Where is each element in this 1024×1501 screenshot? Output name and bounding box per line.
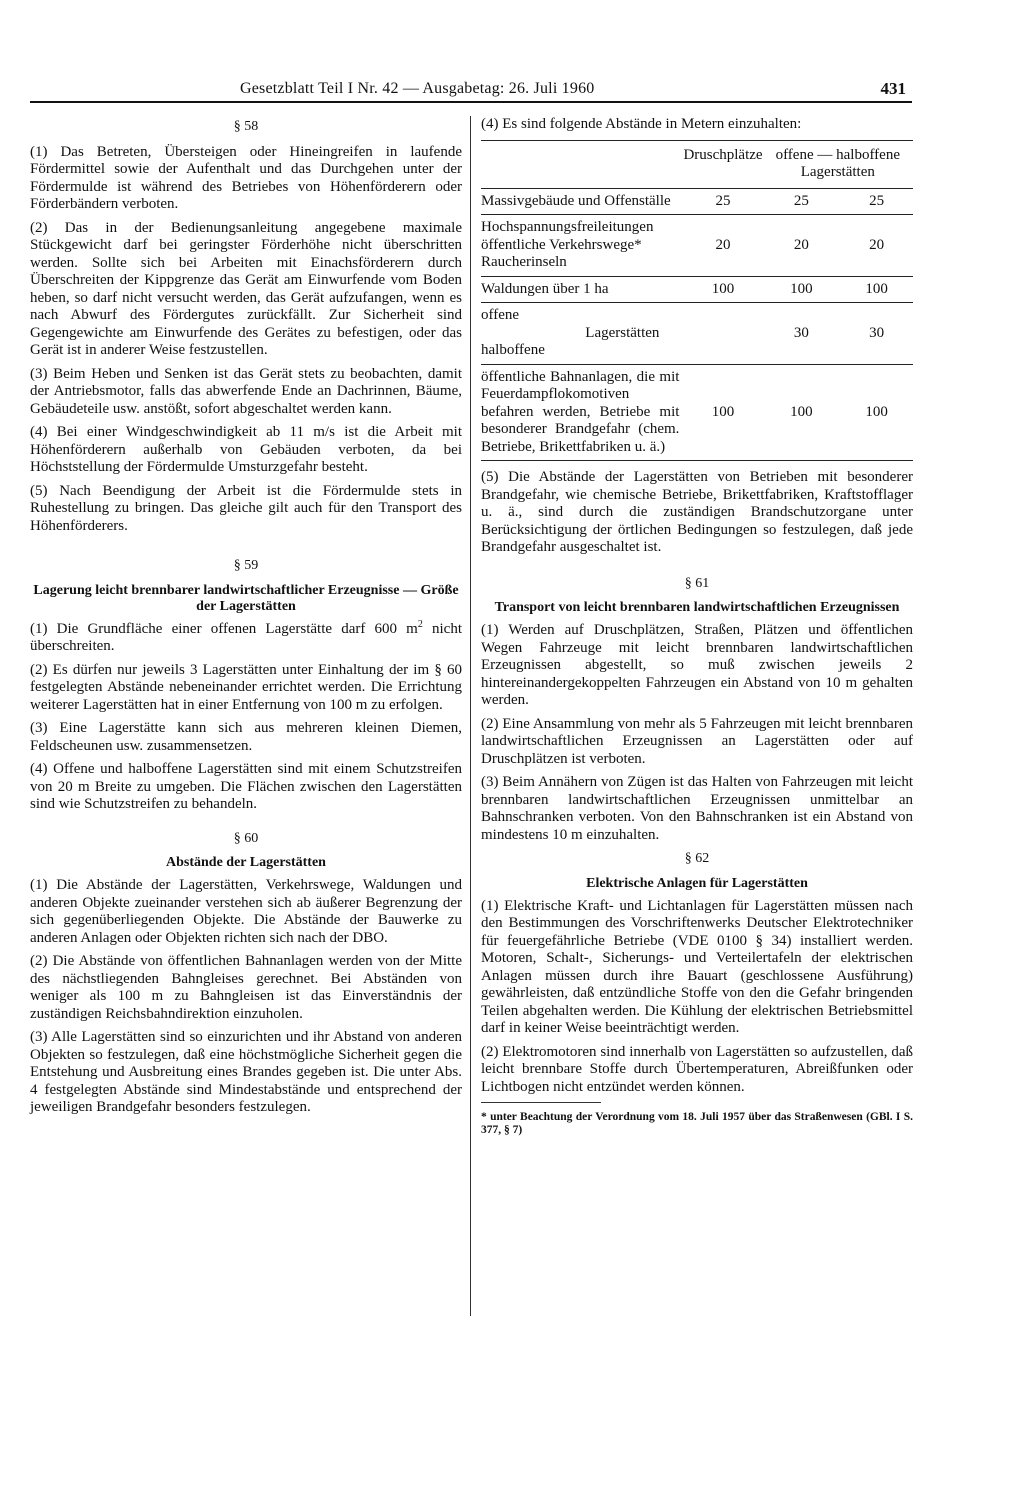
row-label: Waldungen über 1 ha [481,276,683,303]
s62-para-2: (2) Elektromotoren sind innerhalb von Lagerstätten so aufzustellen, daß leicht brennbare Stoffe durch Übertemperaturen, Abreißfunken oder Lichtbogen nicht entzündet werden können. [481,1043,913,1095]
page-number: 431 [880,79,906,98]
row-value: 20 [683,215,762,277]
section-62-heading: § 62 [684,851,710,866]
header-rule [30,101,912,103]
row-value: 20 [763,215,841,277]
section-61-title: Transport von leicht brennbaren landwirtschaftlichen Erzeugnissen [494,600,900,615]
row-value: 100 [840,276,913,303]
row-value: 25 [683,188,762,215]
header-title: Gesetzblatt Teil I Nr. 42 — Ausgabetag: 26. Juli 1960 [240,80,595,97]
footnote-rule [481,1102,601,1103]
s59-para-4: (4) Offene und halboffene Lagerstätten sind mit einem Schutzstreifen von 20 m Breite zu umgeben. Die Flächen zwischen den Lagerstätten sind wie Schutzstreifen zu behandeln. [30,761,462,812]
row-value: 30 [763,303,841,365]
s59-para-1-sup: 2 [417,618,423,630]
row-value: 20 [840,215,913,277]
s58-para-1: (1) Das Betreten, Übersteigen oder Hineingreifen in laufende Fördermittel sowie der Aufenthalt und das Durchgehen unter der Fördermulde ist während des Betriebes von Höhenförderern oder Förderbändern verboten. [30,143,462,212]
s60-para-3: (3) Alle Lagerstätten sind so einzurichten und ihr Abstand von anderen Objekten so festzulegen, daß eine höchstmögliche Sicherheit gegen die Entstehung und Ausbreitung eines Brandes gegeben ist. Die unter Abs. 4 festgelegten Abstände sind Mindestabstände und entsprechend der jeweiligen Brandgefahr besonders festzulegen. [30,1029,462,1115]
section-62-title: Elektrische Anlagen für Lagerstätten [586,875,808,891]
table-row [481,276,913,303]
s60-para-1: (1) Die Abstände der Lagerstätten, Verkehrswege, Waldungen und anderen Objekte zueinander verstehen sich ab äußerer Begrenzung der sich gegenüberliegenden Objekte. Die Abstände der Bauwerke zu anderen Anlagen oder Objekten richten sich nach der DBO. [30,877,462,946]
footnote: * unter Beachtung der Verordnung vom 18. Juli 1957 über das Straßenwesen (GBl. I S. 377, § 7) [481,1111,913,1136]
s61-para-3: (3) Beim Annähern von Zügen ist das Halten von Fahrzeugen mit leicht brennbaren landwirtschaftlichen Erzeugnissen unmittelbar an Bahnschranken verboten. Von den Bahnschranken ist ein Abstand von mindestens 10 m einzuhalten. [481,774,913,843]
row-value: 100 [683,276,762,303]
s59-para-1 [30,618,462,656]
row-label-offene-halboffene [481,303,683,365]
row-value: 30 [840,303,913,365]
s60-para-2: (2) Die Abstände von öffentlichen Bahnanlagen werden von der Mitte des nächstliegenden Bahngleises gerechnet. Bei Abständen von weniger als 100 m zu Bahngleisen ist das Einverständnis der zuständigen Reichsbahndirektion einzuholen. [30,953,462,1022]
section-58-heading: § 58 [233,119,259,134]
s62-para-1: (1) Elektrische Kraft- und Lichtanlagen für Lagerstätten müssen nach den Bestimmungen des Vorschriftenwerks Deutscher Elektrotechniker für feuergefährliche Betriebe (VDE 0100 § 34) installiert werden. Motoren, Schalt-, Sicherungs- und Verteilertafeln der elektrischen Anlagen müssen durch ihre Bauart (geschlossene Ausführung) gewährleisten, daß entzündliche Stoffe von den die Gefahr bringenden Teilen abgehalten werden. Die Kühlung der elektrischen Betriebsmittel darf in keiner Weise beeinträchtigt werden. [481,897,913,1036]
s61-para-1: (1) Werden auf Druschplätzen, Straßen, Plätzen und öffentlichen Wegen Fahrzeuge mit leicht brennbaren landwirtschaftlichen Erzeugnissen abgestellt, so muß zwischen jeweils 2 hintereinandergekoppelten Fahrzeugen ein Abstand von 10 m gehalten werden. [481,622,913,708]
s59-para-3: (3) Eine Lagerstätte kann sich aus mehreren kleinen Diemen, Feldscheunen usw. zusammensetzen. [30,720,462,754]
row-label-lagerstaetten: Lagerstätten [585,324,660,341]
s58-para-3: (3) Beim Heben und Senken ist das Gerät stets zu beobachten, damit der Antriebsmotor, falls das abwerfende Ende an Dachrinnen, Bäume, Gebäudeteile usw. anstößt, sofort abgeschaltet werden kann. [30,365,462,417]
section-60-title: Abstände der Lagerstätten [166,855,326,870]
table-row [481,215,913,277]
row-value: 100 [840,364,913,461]
section-59-title: Lagerung leicht brennbarer landwirtschaftlicher Erzeugnisse — Größe der Lagerstätten [33,582,459,614]
section-59-heading: § 59 [233,558,259,573]
row-label-halboffene: halboffene [481,342,545,358]
table-row [481,364,913,461]
row-value: 100 [763,364,841,461]
s59-para-1-tail: nicht überschreiten. [30,620,462,654]
table-row [481,188,913,215]
s59-para-2: (2) Es dürfen nur jeweils 3 Lagerstätten unter Einhaltung der im § 60 festgelegten Abstände nebeneinander errichtet werden. Die Errichtung weiterer Lagerstätten hat in einer Entfernung von 100 m zu erfolgen. [30,661,462,713]
s60-para-4-intro: (4) Es sind folgende Abstände in Metern einzuhalten: [481,116,802,132]
table-header-row [481,140,913,188]
row-value: 25 [763,188,841,215]
s58-para-5: (5) Nach Beendigung der Arbeit ist die Fördermulde stets in Ruhestellung zu bringen. Das gleiche gilt auch für den Transport des Höhenförderers. [30,482,462,534]
row-label-offene: offene [481,307,520,323]
distance-table [481,140,913,462]
table-header-empty [481,140,683,188]
row-label: Hochspannungsfreileitungen öffentliche Verkehrswege* Raucherinseln [481,215,683,277]
left-column [30,116,462,1123]
row-value [683,303,762,365]
row-label: Massivgebäude und Offenställe [481,188,683,215]
table-row [481,303,913,365]
s59-para-1-text: (1) Die Grundfläche einer offenen Lagerstätte darf 600 m [30,620,418,637]
row-value: 100 [683,364,762,461]
section-60-heading: § 60 [233,830,259,846]
table-header-druschplaetze: Druschplätze [683,140,762,188]
s60-para-5: (5) Die Abstände der Lagerstätten von Betrieben mit besonderer Brandgefahr, wie chemische Betriebe, Brikettfabriken, Kraftstofflager u. ä., sind durch die zuständigen Brandschutzorgane unter Berücksichtigung der örtlichen Bedingungen so festzulegen, daß jede Brandgefahr ausgeschaltet ist. [481,469,913,555]
row-value: 25 [840,188,913,215]
section-61-heading: § 61 [684,575,710,591]
column-divider [470,116,471,1316]
s58-para-4: (4) Bei einer Windgeschwindigkeit ab 11 m/s ist die Arbeit mit Höhenförderern außerhalb von Gebäuden verboten, da bei Höchststellung der Fördermulde Umsturzgefahr besteht. [30,424,462,475]
row-value: 100 [763,276,841,303]
row-label: öffentliche Bahnanlagen, die mit Feuerdampflokomotiven befahren werden, Betriebe mit besonderer Brandgefahr (chem. Betriebe, Brikettfabriken u. ä.) [481,364,683,461]
s58-para-2: (2) Das in der Bedienungsanleitung angegebene maximale Stückgewicht darf bei geringster Förderhöhe nicht überschritten werden. Sollte sich bei Arbeiten mit Einachsförderern durch Überschreiten der Kippgrenze das Gerät am Einwurfende vom Boden heben, so darf nicht versucht werden, das Gerät aufzufangen, wenn es nach Abwurf des Fördergutes zurückfällt. Zur Sicherheit sind Gegengewichte am Einwurfende des Gerätes zu befestigen, oder das Gerät ist in anderer Weise festzustellen. [30,219,462,358]
s61-para-2: (2) Eine Ansammlung von mehr als 5 Fahrzeugen mit leicht brennbaren landwirtschaftlichen Erzeugnissen an Lagerstätten oder auf Druschplätzen ist verboten. [481,715,913,767]
table-header-lagerstaetten: offene — halboffene Lagerstätten [763,140,913,188]
right-column [481,116,913,1137]
